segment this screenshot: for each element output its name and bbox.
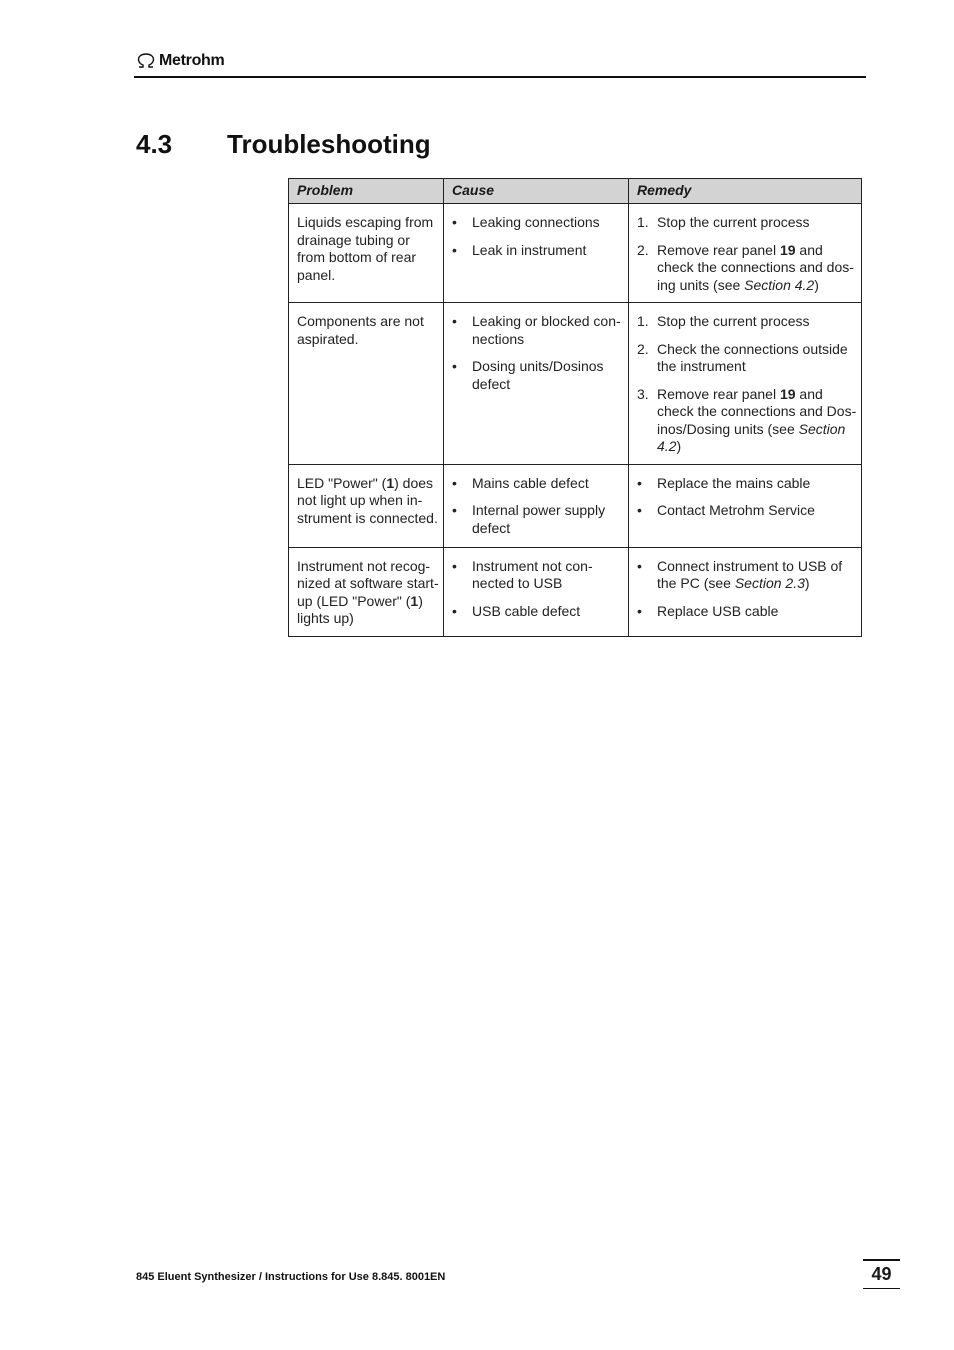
remedy-cell [629,464,862,547]
problem-cell [289,204,444,303]
brand-name: Metrohm [159,52,225,69]
section-ref: Section 4.2 [744,276,815,293]
step-number: 2. [637,241,649,258]
bullet-mark: • [452,502,457,518]
cause-cell [444,204,629,303]
remedy-item: 1. Stop the current process [637,313,810,329]
header-cause: Cause [444,179,629,204]
table-row [289,204,862,303]
cause-item: • Dosing units/Dosinos defect [452,358,604,392]
cause-item: • Leaking or blocked con-nections [452,313,621,347]
remedy-item: • Replace USB cable [637,602,779,619]
section-number: 4.3 [136,128,173,159]
header-problem: Problem [289,179,444,204]
problem-text: Components are not aspirated. [297,313,424,347]
led-ref: 1 [410,592,419,609]
bullet-mark: • [637,602,642,619]
panel-ref: 19 [779,241,796,258]
remedy-cell [629,303,862,465]
step-number: 1. [637,214,649,230]
step-number: 3. [637,385,649,402]
header-remedy: Remedy [629,179,862,204]
bullet-mark: • [452,602,457,619]
table-row [289,464,862,547]
table-header-row [289,179,862,204]
remedy-item: • Connect instrument to USB of the PC (see Section 2.3) [637,557,843,591]
cause-item: • Instrument not con-nected to USB [452,557,593,591]
cause-item: • Mains cable defect [452,474,589,491]
problem-cell [289,547,444,636]
remedy-item: • Replace the mains cable [637,474,811,491]
section-heading [136,124,431,164]
remedy-item: 2. Check the connections outside the instrument [637,340,848,374]
bullet-mark: • [452,241,457,258]
bullet-mark: • [452,214,457,230]
footer-text: 845 Eluent Synthesizer / Instructions for Use 8.845. 8001EN [136,1271,446,1283]
troubleshooting-table [288,178,862,637]
cause-item: • USB cable defect [452,602,581,619]
cause-item: • Leaking connections [452,214,600,230]
header-logo [136,50,224,72]
remedy-cell [629,547,862,636]
bullet-mark: • [452,474,457,491]
remedy-cell [629,204,862,303]
cause-cell [444,303,629,465]
remedy-item: 2. Remove rear panel 19 and check the connections and dos-ing units (see Section 4.2) [637,241,854,293]
led-ref: 1 [386,474,395,491]
cause-cell [444,464,629,547]
cause-item: • Leak in instrument [452,241,587,258]
problem-cell [289,464,444,547]
cause-item: • Internal power supply defect [452,502,606,536]
step-number: 2. [637,340,649,357]
step-number: 1. [637,313,649,329]
bullet-mark: • [637,557,642,574]
omega-icon [136,53,156,69]
remedy-item: 1. Stop the current process [637,214,810,230]
bullet-mark: • [637,502,642,518]
bullet-mark: • [452,557,457,574]
problem-text: LED "Power" (1) does not light up when in-strument is connected. [297,474,438,526]
header-rule [134,76,866,78]
page-number: 49 [863,1259,900,1289]
cause-cell [444,547,629,636]
table-row [289,303,862,465]
section-ref: Section 2.3 [734,575,805,591]
problem-text: Liquids escaping from drainage tubing or from bottom of rear panel. [297,214,434,283]
bullet-mark: • [637,474,642,491]
bullet-mark: • [452,358,457,374]
table-row [289,547,862,636]
remedy-item: • Contact Metrohm Service [637,502,815,518]
section-ref: Section 4.2 [657,420,846,454]
panel-ref: 19 [779,385,796,402]
problem-cell [289,303,444,465]
section-title: Troubleshooting [227,128,431,159]
problem-text: Instrument not recog-nized at software start-up (LED "Power" (1) lights up) [297,557,439,626]
remedy-item: 3. Remove rear panel 19 and check the connections and Dos-inos/Dosing units (see Section 4.2) [637,385,857,454]
bullet-mark: • [452,313,457,329]
